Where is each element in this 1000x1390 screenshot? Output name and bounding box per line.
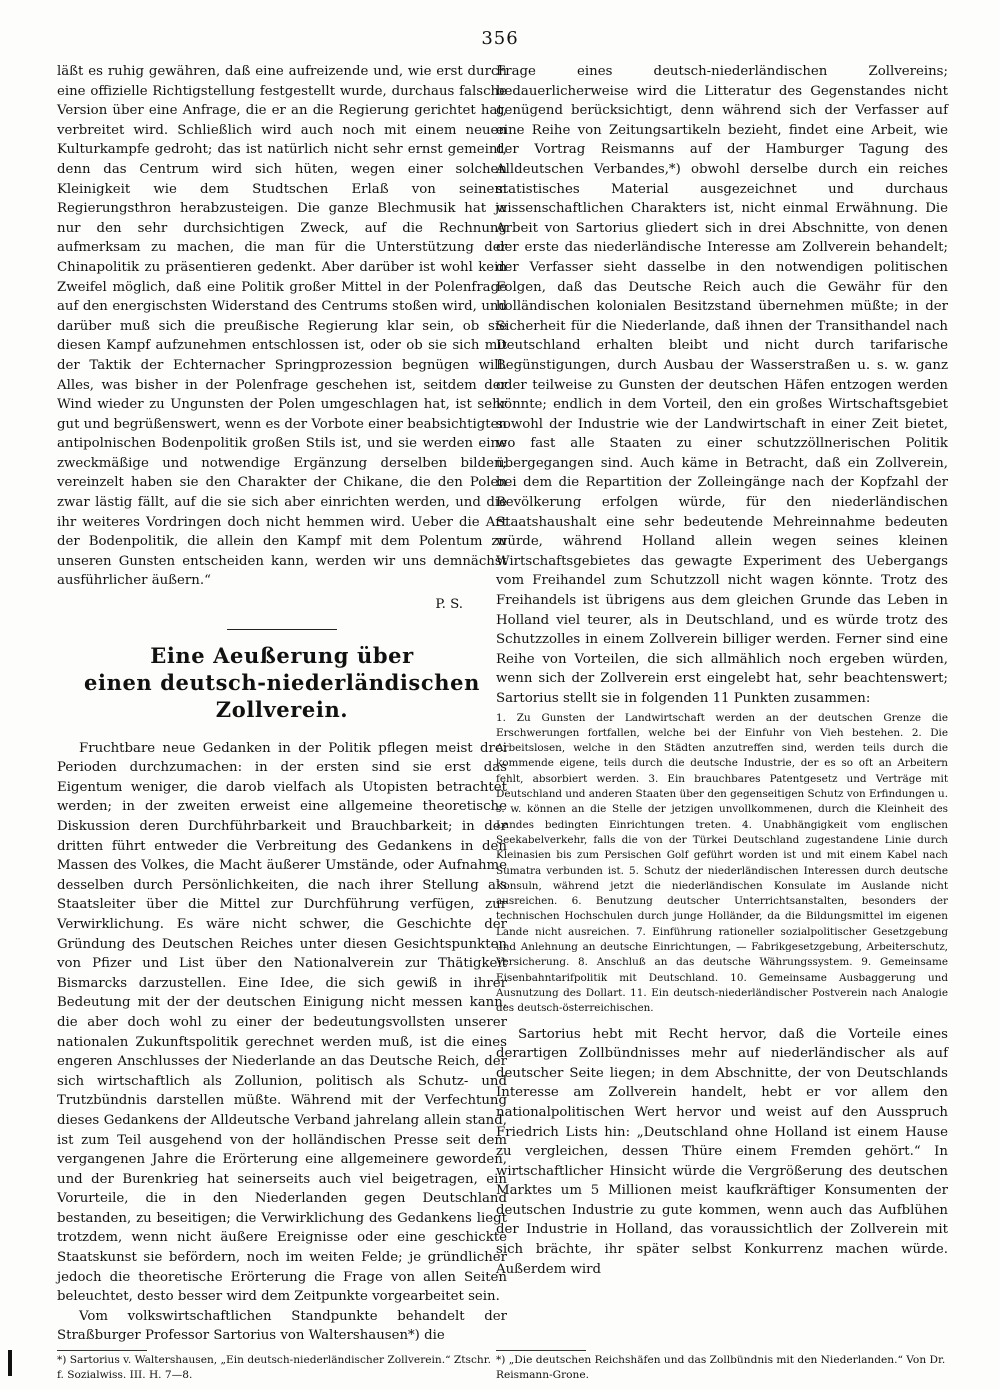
footnote-rule-right [496,1350,586,1351]
article-paragraph-2: Vom volkswirtschaftlichen Standpunkte behandelt der Straßburger Professor Sartorius von Waltershausen*) die [57,1308,507,1344]
article-paragraph-1: Fruchtbare neue Gedanken in der Politik pflegen meist drei Perioden durchzumachen: in der ersten sind sie erst das Eigentum weniger, die darob vielfach als Utopisten betrachtet werden; in der zweiten erweist eine allgemeine theoretische Diskussion deren Durchführbarkeit und Brauchbarkeit; in der dritten führt entweder die Verbreitung des Gedankens in den Massen des Volkes, die Macht äußerer Umstände, oder Aufnahme desselben durch Persönlichkeiten, die nach ihrer Stellung als Staatsleiter über die Mittel zur Durchführung verfügen, zur Verwirklichung. Es wäre nicht schwer, die Geschichte der Gründung des Deutschen Reiches unter diesen Gesichtspunkten von Pfizer und List über den Nationalverein zur Thätigkeit Bismarcks darzustellen. Eine Idee, die sich gewiß in ihrer Bedeutung mit der der deutschen Einigung nicht messen kann, die aber doch wohl zu einer der bedeutungsvollsten unserer nationalen Zukunftspolitik gerechnet werden muß, ist die eines engeren Anschlusses der Niederlande an das Deutsche Reich, der sich wirtschaftlich als Zollunion, politisch als Schutz- und Trutzbündnis darstellen müßte. Während mit der Verfechtung dieses Gedankens der Alldeutsche Verband jahrelang allein stand, ist zum Teil ausgehend von der holländischen Presse seit dem vergangenen Jahre die Erörterung eine allgemeinere geworden, und der Burenkrieg hat seinerseits auch viel beigetragen, ein Vorurteile, die in den Niederlanden gegen Deutschland bestanden, zu beseitigen; die Verwirklichung des Gedankens liegt trotzdem, wenn nicht äußere Ereignisse oder eine geschickte Staatskunst sie befördern, noch im weiten Felde; je gründlicher jedoch die theoretische Erörterung die Frage von allen Seiten beleuchtet, desto besser wird dem Zeitpunkte vorgearbeitet sein. [57,740,507,1305]
footnote-right: *) „Die deutschen Reichshäfen und das Zollbündnis mit den Niederlanden.“ Von Dr. Reismann-Grone. [496,1354,946,1381]
continuation-text: läßt es ruhig gewähren, daß eine aufreizende und, wie erst durch eine offizielle Richtigstellung festgestellt wurde, durchaus falsche Version über eine Anfrage, die er an die Regierung gerichtet hat, verbreitet wird. Schließlich wird auch noch mit einem neuen Kulturkampfe gedroht; das ist natürlich nicht sehr ernst gemeint, denn das Centrum wird sich hüten, wegen einer solchen Kleinigkeit wie dem Studtschen Erlaß von seinem Regierungsthron herabzusteigen. Die ganze Blechmusik hat ja nur den sehr durchsichtigen Zweck, auf die Rechnung aufmerksam zu machen, die man für die Unterstützung der Chinapolitik zu präsentieren gedenkt. Aber darüber ist wohl kein Zweifel möglich, daß eine Politik großer Mittel in der Polenfrage auf den energischsten Widerstand des Centrums stoßen wird, und darüber muß sich die preußische Regierung klar sein, ob sie diesen Kampf aufzunehmen entschlossen ist, oder ob sie sich mit der Taktik der Echternacher Springprozession begnügen will. Alles, was bisher in der Polenfrage geschehen ist, seitdem der Wind wieder zu Ungunsten der Polen umgeschlagen hat, ist sehr gut und begrüßenswert, wenn es der Vorbote einer beabsichtigten antipolnischen Bodenpolitik großen Stils ist, und sie werden eine zweckmäßige und notwendige Ergänzung derselben bilden; vereinzelt haben sie den Charakter der Chikane, die den Polen zwar lästig fällt, auf die sie sich aber einrichten werden, und die ihr weiteres Vordringen doch nicht hemmen wird. Ueber die Art der Bodenpolitik, die allein den Kampf mit dem Polentum zu unseren Gunsten entscheiden kann, werden wir uns demnächst ausführlicher äußern.“ [57,64,507,589]
right-column [496,62,948,1279]
article-heading-line-2: einen deutsch-niederländischen Zollverein. [84,669,480,722]
article-heading-line-1: Eine Aeußerung über [150,642,414,668]
article-paragraph-4: Sartorius hebt mit Recht hervor, daß die Vorteile eines derartigen Zollbündnisses mehr auf niederländischer als auf deutscher Seite liegen; in dem Abschnitte, der von Deutschlands Interesse am Zollverein handelt, hebt er vor allem den nationalpolitischen Wert hervor und weist auf den Ausspruch Friedrich Lists hin: „Deutschland ohne Holland ist einem Hause zu vergleichen, dessen Thüre einem Fremden gehört.“ In wirtschaftlicher Hinsicht würde die Vergrößerung des deutschen Marktes um 5 Millionen meist kaufkräftiger Konsumenten der deutschen Industrie zu gute kommen, wenn auch das Aufblühen der Industrie in Holland, das voraussichtlich der Zollverein mit sich brächte, ihr später selbst Konkurrenz machen würde. Außerdem wird [496,1026,948,1277]
left-column [57,62,507,1346]
eleven-points-list: 1. Zu Gunsten der Landwirtschaft werden an der deutschen Grenze die Erschwerungen fortfallen, welche bei der Einfuhr von Vieh bestehen. 2. Die Arbeitslosen, welche in den Städten anzutreffen sind, werden teils durch die kommende eigene, teils durch die deutsche Industrie, der es so oft an Arbeitern fehlt, absorbiert werden. 3. Ein brauchbares Patentgesetz und Verträge mit Deutschland und anderen Staaten über den gegenseitigen Schutz von Erfindungen u. s. w. können an die Stelle der jetzigen unvollkommenen, durch die Kleinheit des Landes bedingten Einrichtungen treten. 4. Unabhängigkeit vom englischen Seekabelverkehr, falls die von der Türkei Deutschland zugestandene Linie durch Kleinasien bis zum Persischen Golf geführt worden ist und mit einem Kabel nach Sumatra verbunden ist. 5. Schutz der niederländischen Interessen durch deutsche Konsuln, während jetzt die niederländischen Konsulate im Auslande nicht ausreichen. 6. Benutzung deutscher Unterrichtsanstalten, besonders der technischen Hochschulen durch junge Holländer, da die Bildungsmittel im eigenen Lande nicht ausreichen. 7. Einführung rationeller sozialpolitischer Gesetzgebung und Anlehnung an deutsche Einrichtungen, — Fabrikgesetzgebung, Arbeiterschutz, Versicherung. 8. Anschluß an das deutsche Währungssystem. 9. Gemeinsame Eisenbahntarifpolitik mit Deutschland. 10. Gemeinsame Ausbaggerung und Ausnutzung des Dollart. 11. Ein deutsch-niederländischer Postverein nach Analogie des deutsch-österreichischen. [496,711,948,1015]
footnotes [57,1350,949,1384]
article-heading [57,642,507,723]
page-number: 356 [481,28,519,49]
footnote-left: *) Sartorius v. Waltershausen, „Ein deutsch-niederländischer Zollverein.“ Ztschr. f. Sozialwiss. III. H. 7—8. [57,1354,491,1381]
footnote-rule-left [57,1350,147,1351]
author-signature: P. S. [435,597,463,613]
article-paragraph-3: Frage eines deutsch-niederländischen Zollvereins; bedauerlicherweise wird die Litteratur des Gegenstandes nicht genügend berücksichtigt, denn während sich der Verfasser auf eine Reihe von Zeitungsartikeln bezieht, findet eine Arbeit, wie der Vortrag Reismanns auf der Hamburger Tagung des Alldeutschen Verbandes,*) obwohl derselbe durch ein reiches statistisches Material ausgezeichnet und durchaus wissenschaftlichen Charakters ist, nicht einmal Erwähnung. Die Arbeit von Sartorius gliedert sich in drei Abschnitte, von denen der erste das niederländische Interesse am Zollverein behandelt; der Verfasser sieht dasselbe in den notwendigen politischen Folgen, daß das Deutsche Reich auch die Gewähr für den holländischen kolonialen Besitzstand übernehmen müßte; in der Sicherheit für die Niederlande, daß ihnen der Transithandel nach Deutschland erhalten bleibt und nicht durch tarifarische Begünstigungen, durch Ausbau der Wasserstraßen u. s. w. ganz oder teilweise zu Gunsten der deutschen Häfen entzogen werden könnte; endlich in dem Vorteil, den ein großes Wirtschaftsgebiet sowohl der Industrie wie der Landwirtschaft in einer Zeit bietet, wo fast alle Staaten zu einer schutzzöllnerischen Politik übergegangen sind. Auch käme in Betracht, daß ein Zollverein, bei dem die Repartition der Zolleingänge nach der Kopfzahl der Bevölkerung erfolgen würde, für den niederländischen Staatshaushalt eine sehr bedeutende Mehreinnahme bedeuten würde, während Holland allein wegen seines kleinen Wirtschaftsgebietes das gewagte Experiment des Uebergangs vom Freihandel zum Schutzzoll nicht wagen könnte. Trotz des Freihandels ist übrigens aus dem gleichen Grunde das Leben in Holland viel teurer, als in Deutschland, und es würde trotz des Schutzzolles in einem Zollverein billiger werden. Ferner sind eine Reihe von Vorteilen, die sich allmählich noch ergeben würden, wenn sich der Zollverein erst eingelebt hat, sehr beachtenswert; Sartorius stellt sie in folgenden 11 Punkten zusammen: [496,64,948,706]
margin-mark [8,1350,12,1376]
section-divider [227,629,337,630]
